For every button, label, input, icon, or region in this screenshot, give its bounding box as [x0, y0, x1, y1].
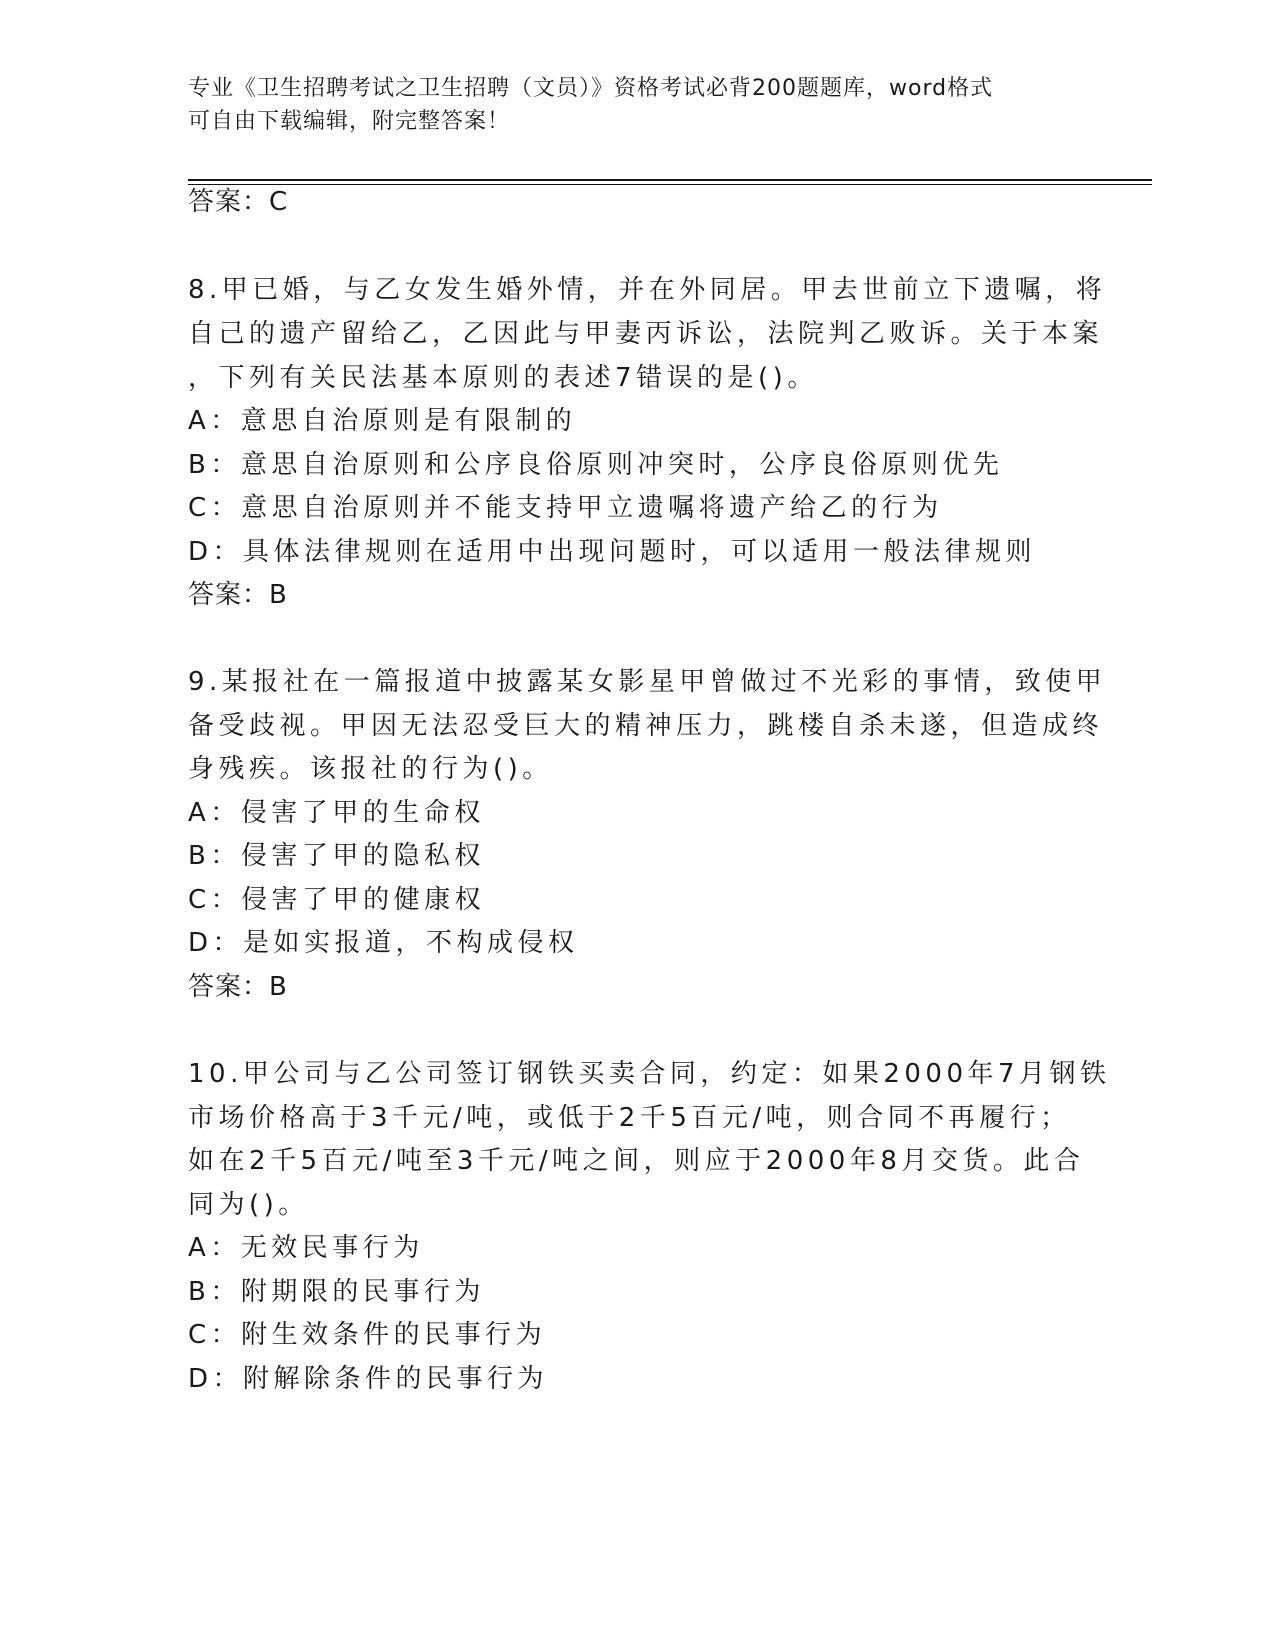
header-line-1: 专业《卫生招聘考试之卫生招聘（文员）》资格考试必背200题题库，word格式: [188, 76, 994, 101]
question-10-option-a: A：无效民事行为: [188, 1233, 424, 1263]
header-rule-thick: [188, 179, 1152, 181]
question-9-option-a: A：侵害了甲的生命权: [188, 798, 485, 828]
question-10-stem-line-1: 10.甲公司与乙公司签订钢铁买卖合同，约定：如果2000年7月钢铁: [188, 1059, 1111, 1089]
question-10-stem-line-2: 市场价格高于3千元/吨，或低于2千5百元/吨，则合同不再履行；: [188, 1103, 1071, 1133]
question-10-option-b: B：附期限的民事行为: [188, 1277, 485, 1307]
question-8-option-a: A：意思自治原则是有限制的: [188, 406, 577, 436]
question-10-option-d: D：附解除条件的民事行为: [188, 1364, 549, 1394]
question-9-option-d: D：是如实报道，不构成侵权: [188, 928, 579, 958]
header-text: [188, 72, 1088, 138]
question-8-stem-line-2: 自己的遗产留给乙，乙因此与甲妻丙诉讼，法院判乙败诉。关于本案: [188, 319, 1104, 349]
question-10-option-c: C：附生效条件的民事行为: [188, 1320, 547, 1350]
question-8-stem-line-1: 8.甲已婚，与乙女发生婚外情，并在外同居。甲去世前立下遗嘱，将: [188, 275, 1107, 305]
answer-previous: 答案：C: [188, 187, 289, 217]
question-9-stem-line-3: 身残疾。该报社的行为()。: [188, 754, 553, 784]
question-8-option-b: B：意思自治原则和公序良俗原则冲突时，公序良俗原则优先: [188, 450, 1004, 480]
question-10-stem-line-4: 同为()。: [188, 1190, 309, 1220]
question-8-stem-line-3: ，下列有关民法基本原则的表述7错误的是()。: [188, 363, 818, 393]
question-8-answer: 答案：B: [188, 580, 288, 610]
header-rule-thin: [188, 184, 1152, 185]
question-9-stem-line-1: 9.某报社在一篇报道中披露某女影星甲曾做过不光彩的事情，致使甲: [188, 667, 1107, 697]
question-9-option-b: B：侵害了甲的隐私权: [188, 841, 485, 871]
question-9-stem-line-2: 备受歧视。甲因无法忍受巨大的精神压力，跳楼自杀未遂，但造成终: [188, 711, 1104, 741]
question-9-answer: 答案：B: [188, 972, 288, 1002]
question-10-stem-line-3: 如在2千5百元/吨至3千元/吨之间，则应于2000年8月交货。此合: [188, 1146, 1085, 1176]
question-8-option-d: D：具体法律规则在适用中出现问题时，可以适用一般法律规则: [188, 537, 1037, 567]
question-9-option-c: C：侵害了甲的健康权: [188, 885, 486, 915]
header-line-2: 可自由下载编辑，附完整答案！: [188, 109, 511, 134]
question-8-option-c: C：意思自治原则并不能支持甲立遗嘱将遗产给乙的行为: [188, 493, 943, 523]
